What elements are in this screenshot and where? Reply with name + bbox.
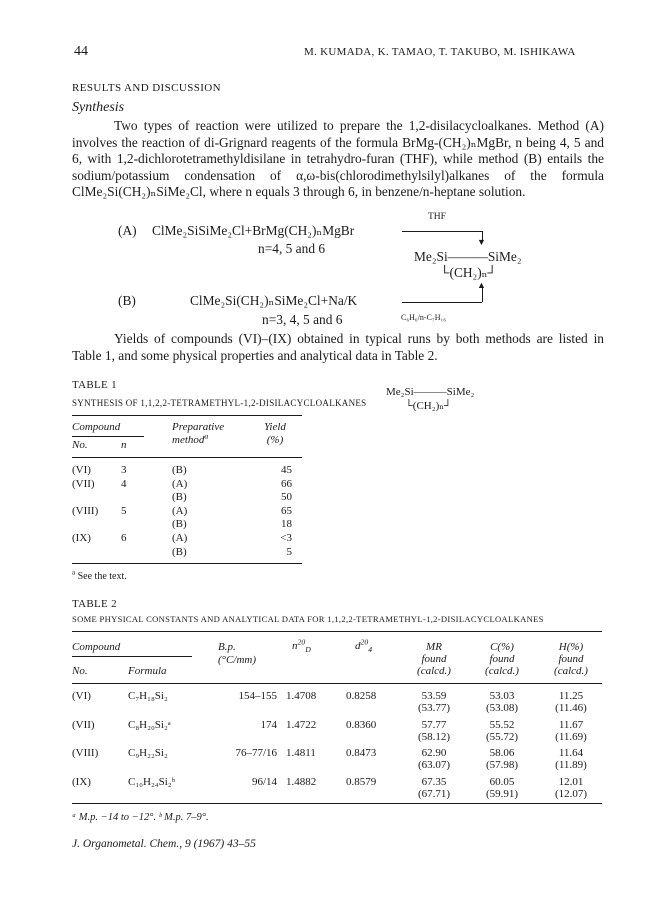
- table-2-cell-density: 0.8258: [346, 690, 377, 702]
- table-1-bottom-rule: [72, 563, 302, 564]
- table-2-cell-hydrogen-calcd: (11.89): [555, 759, 587, 771]
- table-2-head-compound: Compound: [72, 641, 121, 653]
- section-title: RESULTS AND DISCUSSION: [72, 82, 221, 94]
- table-2-cell-hydrogen-calcd: (11.69): [555, 730, 587, 743]
- table-2-head-carbon-found: found: [489, 653, 515, 665]
- table-2-cell-mr-calcd: (53.77): [417, 702, 451, 714]
- table-1-compound-rule: [72, 436, 144, 437]
- table-1-cell-n: 5: [121, 504, 127, 517]
- table-1-head-compound: Compound: [72, 421, 121, 433]
- table-2-caption: SOME PHYSICAL CONSTANTS AND ANALYTICAL DATA FOR 1,1,2,2-TETRAMETHYL-1,2-DISILACYCLOALKANES: [72, 614, 544, 624]
- table-2-cell-mr-found: 57.77: [421, 718, 447, 731]
- table-1-head-n: n: [121, 439, 127, 451]
- table-2-footnote: ᵃ M.p. −14 to −12°. ᵇ M.p. 7–9°.: [72, 812, 209, 823]
- paragraph-yields: [72, 331, 604, 364]
- table-2-cell-formula: C₁₀H₂₄Si₂ᵇ: [128, 775, 176, 788]
- table-1-head-method: Preparative method$^a$: [172, 421, 225, 446]
- table-2-cell-formula: C₉H₂₂Si₂: [128, 747, 168, 759]
- table-2-head-mr: MR: [426, 641, 442, 653]
- subsection-title: Synthesis: [72, 100, 125, 115]
- table-1-footnote: $^a$ See the text.: [72, 568, 127, 582]
- table-2-head-no: No.: [72, 665, 88, 677]
- table-2-cell-carbon-calcd: (55.72): [485, 730, 519, 743]
- scheme-b-arrow-line: [402, 302, 482, 303]
- scheme-a-label: (A): [118, 223, 137, 238]
- table-2-cell-formula: C₈H₂₀Si₂ᵃ: [128, 718, 171, 731]
- table-1-cell-yield: 50: [281, 491, 292, 504]
- scheme-b-reagent: C₆H₆/n-C₇H₁₆: [401, 313, 447, 322]
- table-2-label: TABLE 2: [72, 598, 117, 610]
- page-number: 44: [74, 44, 88, 59]
- table-2-cell-hydrogen-found: 11.64: [558, 747, 584, 759]
- table-1-head-no: No.: [72, 439, 88, 451]
- table-2-head-formula: Formula: [128, 665, 167, 677]
- table-2-cell-formula: C₇H₁₈Si₂: [128, 690, 168, 702]
- table-2-head-hydrogen-found: found: [558, 653, 584, 665]
- table-2-cell-hydrogen-calcd: (12.07): [554, 787, 588, 800]
- scheme-a-reagent: THF: [428, 212, 446, 222]
- table-2-cell-mr-found: 53.59: [421, 690, 447, 702]
- table-1-cell-yield: 66: [281, 477, 292, 490]
- table-2-cell-density: 0.8360: [346, 718, 377, 731]
- paragraph-synthesis: [72, 118, 604, 201]
- table-2-cell-mr-calcd: (63.07): [417, 759, 451, 771]
- scheme-a-reactants: ClMe₂SiSiMe₂Cl+BrMg(CH₂)ₙMgBr: [152, 223, 355, 238]
- table-2-head-bp: B.p.: [218, 641, 236, 653]
- table-1-caption: SYNTHESIS OF 1,1,2,2-TETRAMETHYL-1,2-DISILACYCLOALKANES: [72, 398, 367, 408]
- scheme-a-condition: n=4, 5 and 6: [258, 241, 326, 256]
- table-2-head-carbon-calcd: (calcd.): [485, 665, 519, 677]
- table-1-cell-method: (A): [172, 477, 188, 490]
- scheme-b-label: (B): [118, 293, 136, 308]
- table-1-cell-yield: 45: [281, 464, 292, 476]
- table-2-cell-hydrogen-calcd: (11.46): [555, 702, 587, 714]
- table-2-cell-bp: 154–155: [238, 690, 277, 702]
- table-2-cell-carbon-found: 53.03: [489, 690, 515, 702]
- table-2-cell-density: 0.8473: [346, 747, 377, 759]
- scheme-product-ring: └(CH₂)ₙ┘: [440, 265, 497, 280]
- table-1-cell-method: (B): [172, 491, 187, 504]
- table-1-cell-method: (A): [172, 504, 188, 517]
- table-2-head-density: $d^{20}_4$: [355, 637, 373, 655]
- table-2-cell-mr-found: 67.35: [421, 775, 447, 788]
- table-2-cell-refractive-index: 1.4882: [286, 775, 317, 788]
- table-2-cell-bp: 96/14: [251, 775, 277, 788]
- table-1-head-yield: Yield (%): [264, 421, 286, 446]
- scheme-b-reactants: ClMe₂Si(CH₂)ₙSiMe₂Cl+Na/K: [190, 293, 358, 308]
- scheme-a-arrow-line: [402, 231, 482, 232]
- citation: J. Organometal. Chem., 9 (1967) 43–55: [72, 838, 256, 850]
- table-2-cell-no: (VIII): [72, 747, 99, 759]
- table-2-cell-refractive-index: 1.4722: [286, 718, 317, 731]
- table-2-cell-hydrogen-found: 11.67: [558, 718, 584, 731]
- arrow-down-icon: ▼: [477, 237, 486, 247]
- table-2-cell-carbon-calcd: (57.98): [485, 759, 519, 771]
- table-1-cell-n: 4: [121, 477, 127, 490]
- table-1-cell-no: (VI): [72, 464, 91, 476]
- table-2-cell-carbon-calcd: (53.08): [485, 702, 519, 714]
- table-2-cell-hydrogen-found: 11.25: [558, 690, 584, 702]
- table-2-head-mr-found: found: [421, 653, 447, 665]
- table-2-cell-refractive-index: 1.4708: [286, 690, 317, 702]
- table-2-cell-no: (IX): [72, 775, 91, 788]
- table-1-cell-method: (B): [172, 518, 187, 531]
- table-2-cell-hydrogen-found: 12.01: [558, 775, 584, 788]
- table-2-head-hydrogen: H(%): [558, 641, 584, 653]
- table-1-cell-yield: 5: [286, 545, 292, 558]
- table-1-cell-yield: 65: [281, 504, 292, 517]
- table-2-head-carbon: C(%): [490, 641, 514, 653]
- table-2-cell-carbon-found: 58.06: [489, 747, 515, 759]
- table-2-cell-bp: 174: [260, 718, 277, 731]
- table-1-head-rule: [72, 457, 302, 458]
- table-2-head-mr-calcd: (calcd.): [417, 665, 451, 677]
- table-2-head-bp-unit: (°C/mm): [218, 654, 257, 666]
- table-2-cell-bp: 76–77/16: [235, 747, 277, 759]
- table-2-bottom-rule: [72, 803, 602, 804]
- table-2-cell-mr-found: 62.90: [421, 747, 447, 759]
- table-1-label: TABLE 1: [72, 379, 117, 391]
- scheme-product-top: Me₂Si———SiMe₂: [414, 249, 522, 264]
- paragraph-text: Yields of compounds (VI)–(IX) obtained in typical runs by both methods are listed in Table 1, and some physical properties and analytical data in Table 2.: [72, 331, 604, 363]
- paragraph-text: Two types of reaction were utilized to prepare the 1,2-disilacycloalkanes. Method (A) involves the reaction of di-Grignard reagents of the formula BrMg-(CH₂)ₙMgBr, n being 4, 5 and 6, with 1,2-dichlorotetramethyldisilane in tetrahydro-furan (THF), while method (B) entails the sodium/potassium condensation of α,ω-bis(chlorodimethylsilyl)alkanes of the formula ClMe₂Si(CH₂)ₙSiMe₂Cl, where n equals 3 through 6, in benzene/n-heptane solution.: [72, 118, 604, 200]
- table-1-top-rule: [72, 415, 302, 416]
- table-1-cell-yield: <3: [280, 532, 292, 544]
- table-1-cell-yield: 18: [281, 518, 292, 531]
- arrow-up-icon: ▲: [477, 280, 486, 290]
- table-2-cell-carbon-found: 60.05: [489, 775, 515, 788]
- table-2-compound-rule: [72, 656, 192, 657]
- table-2-head-refractive-index: $n^{20}_D$: [292, 637, 311, 655]
- table-2-cell-carbon-found: 55.52: [489, 718, 515, 731]
- table-2-cell-mr-calcd: (58.12): [417, 730, 451, 743]
- table-1-structure-ring: └(CH₂)ₙ┘: [405, 400, 452, 412]
- running-head: M. KUMADA, K. TAMAO, T. TAKUBO, M. ISHIKAWA: [304, 46, 576, 58]
- table-1-cell-method: (A): [172, 532, 188, 544]
- table-1-cell-n: 6: [121, 532, 127, 544]
- table-2-top-rule: [72, 631, 602, 632]
- table-1-cell-method: (B): [172, 464, 187, 476]
- table-2-cell-density: 0.8579: [346, 775, 377, 788]
- table-2-cell-no: (VII): [72, 718, 95, 731]
- table-1-cell-no: (IX): [72, 532, 91, 544]
- table-2-cell-no: (VI): [72, 690, 91, 702]
- table-2-cell-refractive-index: 1.4811: [286, 747, 316, 759]
- table-1-cell-method: (B): [172, 545, 187, 558]
- table-2-cell-carbon-calcd: (59.91): [485, 787, 519, 800]
- table-2-head-hydrogen-calcd: (calcd.): [554, 665, 588, 677]
- table-1-cell-no: (VII): [72, 477, 95, 490]
- table-1-cell-n: 3: [121, 464, 127, 476]
- table-2-head-rule: [72, 683, 602, 684]
- table-1-cell-no: (VIII): [72, 504, 99, 517]
- table-1-structure-top: Me₂Si———SiMe₂: [386, 386, 475, 398]
- table-2-cell-mr-calcd: (67.71): [417, 787, 451, 800]
- scheme-b-condition: n=3, 4, 5 and 6: [262, 312, 343, 327]
